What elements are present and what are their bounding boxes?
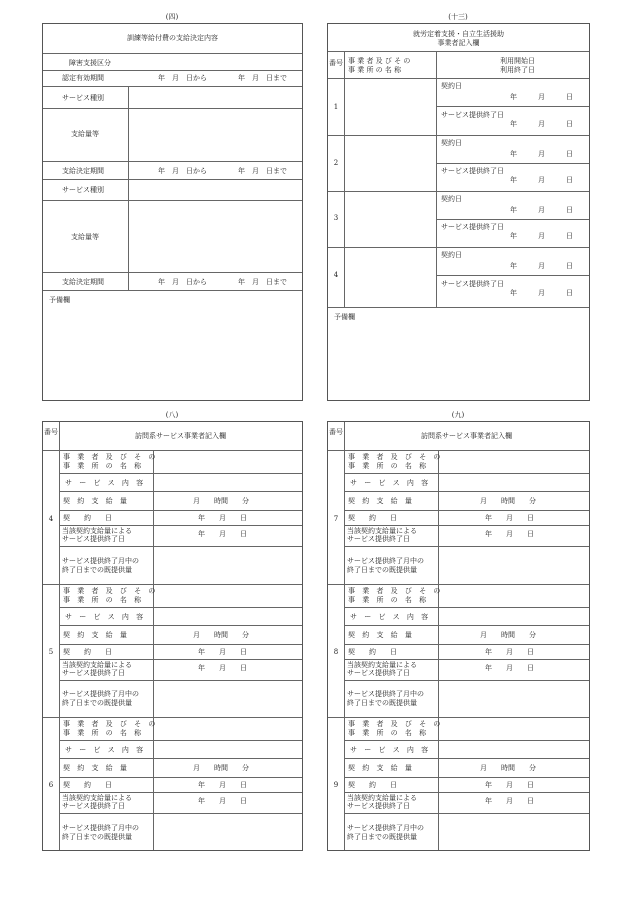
p13-end-label: サービス提供終了日 xyxy=(441,167,504,175)
p13-row-num: 3 xyxy=(333,214,339,222)
p13-title-line1: 就労定着支援・自立生活援助 xyxy=(413,30,504,38)
p8-end-value: 年 月 日 xyxy=(198,797,247,805)
p13-contract-date: 年 月 日 xyxy=(510,93,573,101)
p9-service-label: サ ー ビ ス 内 容 xyxy=(350,746,431,754)
p8-contract-value: 年 月 日 xyxy=(198,781,247,789)
p8-used-label-2: 終了日までの既提供量 xyxy=(62,699,132,707)
p9-name-label-1: 事 業 者 及 び そ の xyxy=(348,453,443,461)
p9-used-label-1: サービス提供終了月中の xyxy=(347,557,424,565)
p13-row-num: 2 xyxy=(333,159,339,167)
p9-contract-label: 契 約 日 xyxy=(348,648,397,656)
p4-disability-label: 障害支援区分 xyxy=(69,59,111,67)
p8-name-label-2: 事 業 所 の 名 称 xyxy=(63,729,144,737)
p9-name-label-2: 事 業 所 の 名 称 xyxy=(348,729,429,737)
p8-end-label-1: 当該契約支給量による xyxy=(62,661,132,669)
p13-end-date: 年 月 日 xyxy=(510,232,573,240)
p9-contract-value: 年 月 日 xyxy=(485,781,534,789)
p8-contract-label: 契 約 日 xyxy=(63,648,112,656)
p4-decision-from-1: 年 月 日から xyxy=(158,167,207,175)
p8-group-num: 6 xyxy=(48,781,54,789)
p9-amount-value: 月 時間 分 xyxy=(480,497,536,505)
p9-used-label-1: サービス提供終了月中の xyxy=(347,824,424,832)
p9-end-label-2: サービス提供終了日 xyxy=(347,802,410,810)
p4-notes-label: 予備欄 xyxy=(49,296,70,304)
p13-name-head-1: 事 業 者 及 び そ の xyxy=(348,57,411,65)
p8-amount-value: 月 時間 分 xyxy=(193,631,249,639)
p13-end-label: サービス提供終了日 xyxy=(441,280,504,288)
panel-8 xyxy=(42,421,303,851)
p13-end-label: サービス提供終了日 xyxy=(441,223,504,231)
p4-decision-until-1: 年 月 日まで xyxy=(238,167,287,175)
p8-end-label-2: サービス提供終了日 xyxy=(62,535,125,543)
p8-name-label-1: 事 業 者 及 び そ の xyxy=(63,587,158,595)
p8-name-label-1: 事 業 者 及 び そ の xyxy=(63,720,158,728)
p9-contract-label: 契 約 日 xyxy=(348,781,397,789)
p8-name-label-2: 事 業 所 の 名 称 xyxy=(63,462,144,470)
p4-title: 訓練等給付費の支給決定内容 xyxy=(127,34,218,42)
p9-name-label-1: 事 業 者 及 び そ の xyxy=(348,720,443,728)
p8-used-label-1: サービス提供終了月中の xyxy=(62,557,139,565)
p13-title-line2: 事業者記入欄 xyxy=(437,39,480,47)
p4-effective-label: 認定有効期間 xyxy=(62,74,104,82)
p9-end-value: 年 月 日 xyxy=(485,664,534,672)
p8-contract-label: 契 約 日 xyxy=(63,514,112,522)
p13-contract-date: 年 月 日 xyxy=(510,262,573,270)
p8-contract-value: 年 月 日 xyxy=(198,648,247,656)
panel-4 xyxy=(42,23,303,401)
p9-end-label-1: 当該契約支給量による xyxy=(347,661,417,669)
panel-label-13: (十三) xyxy=(448,13,468,21)
p9-service-label: サ ー ビ ス 内 容 xyxy=(350,613,431,621)
p4-amount-label-1: 支給量等 xyxy=(71,130,99,138)
p9-contract-value: 年 月 日 xyxy=(485,648,534,656)
p8-service-label: サ ー ビ ス 内 容 xyxy=(65,613,146,621)
p4-service-type-label-2: サービス種別 xyxy=(62,186,104,194)
p4-decision-from-2: 年 月 日から xyxy=(158,278,207,286)
p13-notes-label: 予備欄 xyxy=(334,313,355,321)
p8-group-num: 4 xyxy=(48,515,54,523)
p13-contract-label: 契約日 xyxy=(441,82,462,90)
p8-amount-value: 月 時間 分 xyxy=(193,497,249,505)
p9-used-label-2: 終了日までの既提供量 xyxy=(347,566,417,574)
p9-end-label-2: サービス提供終了日 xyxy=(347,669,410,677)
p8-amount-label: 契 約 支 給 量 xyxy=(63,764,130,772)
p8-used-label-2: 終了日までの既提供量 xyxy=(62,566,132,574)
p13-end-date: 年 月 日 xyxy=(510,289,573,297)
p8-contract-value: 年 月 日 xyxy=(198,514,247,522)
p9-group-num: 7 xyxy=(333,515,339,523)
p9-amount-label: 契 約 支 給 量 xyxy=(348,631,415,639)
p9-end-label-1: 当該契約支給量による xyxy=(347,794,417,802)
p9-used-label-1: サービス提供終了月中の xyxy=(347,690,424,698)
p13-end-label: サービス提供終了日 xyxy=(441,111,504,119)
p8-end-value: 年 月 日 xyxy=(198,530,247,538)
panel-9 xyxy=(327,421,590,851)
panel-label-8: (八) xyxy=(165,411,179,419)
p8-end-label-2: サービス提供終了日 xyxy=(62,669,125,677)
p9-service-label: サ ー ビ ス 内 容 xyxy=(350,479,431,487)
p9-num-head: 番号 xyxy=(329,428,343,436)
p8-amount-label: 契 約 支 給 量 xyxy=(63,497,130,505)
p13-contract-label: 契約日 xyxy=(441,139,462,147)
p4-decision-label-2: 支給決定期間 xyxy=(62,278,104,286)
p9-group-num: 8 xyxy=(333,648,339,656)
p9-end-value: 年 月 日 xyxy=(485,797,534,805)
p4-decision-label-1: 支給決定期間 xyxy=(62,167,104,175)
p9-end-label-1: 当該契約支給量による xyxy=(347,527,417,535)
p13-end-date: 年 月 日 xyxy=(510,120,573,128)
p8-amount-value: 月 時間 分 xyxy=(193,764,249,772)
p13-row-num: 1 xyxy=(333,103,339,111)
p9-contract-label: 契 約 日 xyxy=(348,514,397,522)
p13-row-num: 4 xyxy=(333,271,339,279)
p9-amount-label: 契 約 支 給 量 xyxy=(348,497,415,505)
p13-start-head: 利用開始日 xyxy=(500,57,535,65)
p9-used-label-2: 終了日までの既提供量 xyxy=(347,699,417,707)
p8-num-head: 番号 xyxy=(44,428,58,436)
p8-name-label-2: 事 業 所 の 名 称 xyxy=(63,596,144,604)
p9-contract-value: 年 月 日 xyxy=(485,514,534,522)
p8-end-value: 年 月 日 xyxy=(198,664,247,672)
p13-contract-label: 契約日 xyxy=(441,195,462,203)
p13-end-head: 利用終了日 xyxy=(500,66,535,74)
p9-name-label-2: 事 業 所 の 名 称 xyxy=(348,462,429,470)
p8-name-label-1: 事 業 者 及 び そ の xyxy=(63,453,158,461)
p9-end-label-2: サービス提供終了日 xyxy=(347,535,410,543)
p4-effective-from: 年 月 日から xyxy=(158,74,207,82)
p8-used-label-1: サービス提供終了月中の xyxy=(62,824,139,832)
p4-amount-label-2: 支給量等 xyxy=(71,233,99,241)
p8-title: 訪問系サービス事業者記入欄 xyxy=(135,432,226,440)
p13-name-head-2: 事 業 所 の 名 称 xyxy=(348,66,402,74)
p8-used-label-2: 終了日までの既提供量 xyxy=(62,833,132,841)
p9-used-label-2: 終了日までの既提供量 xyxy=(347,833,417,841)
p8-end-label-2: サービス提供終了日 xyxy=(62,802,125,810)
p9-title: 訪問系サービス事業者記入欄 xyxy=(421,432,512,440)
p13-contract-label: 契約日 xyxy=(441,251,462,259)
p8-end-label-1: 当該契約支給量による xyxy=(62,527,132,535)
p9-amount-value: 月 時間 分 xyxy=(480,631,536,639)
p9-name-label-2: 事 業 所 の 名 称 xyxy=(348,596,429,604)
p8-group-num: 5 xyxy=(48,648,54,656)
p4-decision-until-2: 年 月 日まで xyxy=(238,278,287,286)
p8-end-label-1: 当該契約支給量による xyxy=(62,794,132,802)
p13-num-head: 番号 xyxy=(329,59,343,67)
p9-end-value: 年 月 日 xyxy=(485,530,534,538)
p8-used-label-1: サービス提供終了月中の xyxy=(62,690,139,698)
p9-amount-value: 月 時間 分 xyxy=(480,764,536,772)
p8-service-label: サ ー ビ ス 内 容 xyxy=(65,479,146,487)
p9-amount-label: 契 約 支 給 量 xyxy=(348,764,415,772)
panel-13 xyxy=(327,23,590,401)
p13-contract-date: 年 月 日 xyxy=(510,206,573,214)
p4-effective-until: 年 月 日まで xyxy=(238,74,287,82)
p8-contract-label: 契 約 日 xyxy=(63,781,112,789)
p8-service-label: サ ー ビ ス 内 容 xyxy=(65,746,146,754)
panel-label-9: (九) xyxy=(451,411,465,419)
p9-name-label-1: 事 業 者 及 び そ の xyxy=(348,587,443,595)
p8-amount-label: 契 約 支 給 量 xyxy=(63,631,130,639)
p4-service-type-label-1: サービス種別 xyxy=(62,94,104,102)
p9-group-num: 9 xyxy=(333,781,339,789)
p13-end-date: 年 月 日 xyxy=(510,176,573,184)
p13-contract-date: 年 月 日 xyxy=(510,150,573,158)
panel-label-4: (四) xyxy=(165,13,179,21)
